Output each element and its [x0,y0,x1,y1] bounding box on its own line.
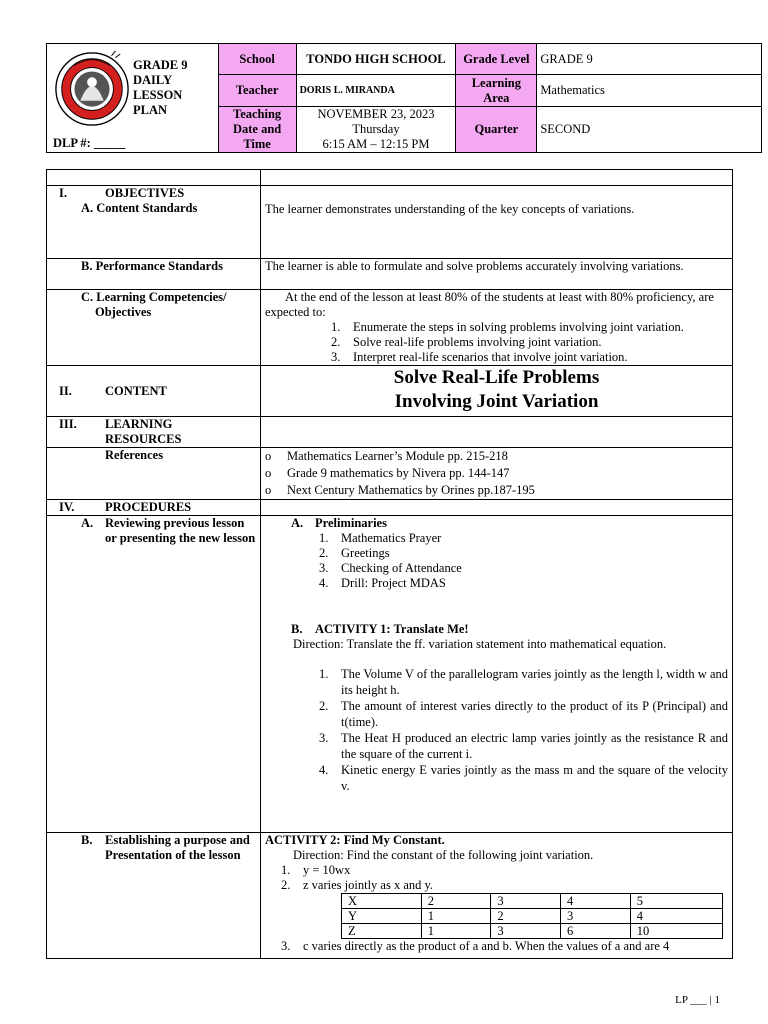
list-item: 3. c varies directly as the product of a and b. When the values of a and are 4 [281,939,670,953]
performance-standards-text: The learner is able to formulate and solve problems accurately involving variations. [265,259,684,273]
activity-1-heading: B. ACTIVITY 1: Translate Me! [291,622,469,636]
list-item: 1. Enumerate the steps in solving problems involving joint variation. [331,320,684,334]
quarter-value: SECOND [537,107,762,153]
school-label: School [218,44,296,75]
performance-standards-label: B. Performance Standards [81,259,223,273]
list-item: 1. The Volume V of the parallelogram varies jointly as the length l, width w and its height h. [319,667,728,697]
procedures-label: PROCEDURES [105,500,192,514]
table-row: X 2 3 4 5 [342,894,723,909]
logo-cell [47,44,219,153]
activity-2-direction: Direction: Find the constant of the following joint variation. [293,848,594,862]
school-value: TONDO HIGH SCHOOL [296,44,456,75]
activity-2-list-cont [265,939,728,954]
table-row: Z 1 3 6 10 [342,924,723,939]
preliminaries-list [265,531,728,591]
list-item: 3. The Heat H produced an electric lamp varies jointly as the resistance R and the square of the current i. [319,731,728,761]
lesson-plan-table: I. OBJECTIVES A. Content Standards The learner demonstrates understanding of the key concepts of variations. B. Performance Standards The learner is able to formulate and solve problems accurately involving variations. C. Learning Competencies/ Objectives At the end of the lesson at least 80% of the students at least with 80% proficiency, are expected to: 1. Enumerate the steps in solving problems involving joint variation. 2. Solve real-life problems involving joint variation. 3. Interpret real-life scenarios that involve joint variation. II. CONTENT Solve Real-Life Problems Involving Joint Variation III. LEARNING RESOURCES References o Mathematics Learner’s Module pp. 215-218 o Grade 9 mathematics by Nivera pp. 144-147 o Next Century Mathematics by Orines pp.187-195 IV. PROCEDURES A. Reviewing previous lesson or presenting the new lesson A. Preliminaries 1. Mathematics Prayer 2. Greetings 3. Checking of Attendance 4. Drill: Project MDAS B. ACTIVITY 1: Translate Me! Direction: Translate the ff. variation statement into mathematical equation. 1. The Volume V of the parallelogram varies jointly as the length l, width w and its height h. 2. The amount of interest varies directly to the product of its P (Principal) and t(time). 3. The Heat H produced an electric lamp varies jointly as the resistance R and the square of the current i. 4. Kinetic energy E varies jointly as the mass m and the square of the velocity v. B. Establishing a purpose and Presentation of the lesson ACTIVITY 2: Find My Constant. Direction: Find the constant of the following joint variation. 1. y = 10wx 2. z varies jointly as x and y. X 2 3 4 5 Y 1 2 3 4 Z 1 3 6 10 3. c varies directly as the product of a and b. When the values of a and are 4 [46,169,733,959]
list-item: o Grade 9 mathematics by Nivera pp. 144-147 [265,466,510,480]
list-item: 2. Greetings [319,546,390,560]
list-item: 4. Drill: Project MDAS [319,576,446,590]
teacher-value: DORIS L. MIRANDA [296,75,456,107]
activity-1-direction: Direction: Translate the ff. variation statement into mathematical equation. [293,637,667,651]
objectives-heading: OBJECTIVES [105,186,185,200]
list-item: 3. Interpret real-life scenarios that involve joint variation. [331,350,628,364]
grade-level-label: Grade Level [456,44,537,75]
activity-2-heading: ACTIVITY 2: Find My Constant. [265,833,445,847]
list-item: 1. Mathematics Prayer [319,531,442,545]
learning-area-label: Learning Area [456,75,537,107]
competencies-list [265,320,728,365]
activity-1-list [265,666,728,794]
activity-2-list [265,863,728,893]
list-item: o Next Century Mathematics by Orines pp.187-195 [265,483,535,497]
joint-variation-table [341,893,723,939]
competencies-intro: At the end of the lesson at least 80% of the students at least with 80% proficiency, are expected to: [265,290,714,319]
objectives-cell: I. OBJECTIVES A. Content Standards [47,186,261,259]
references-label: References [105,448,164,462]
list-item: 2. The amount of interest varies directly to the product of its P (Principal) and t(time). [319,699,728,729]
quarter-label: Quarter [456,107,537,153]
list-item: 4. Kinetic energy E varies jointly as the mass m and the square of the velocity v. [319,763,728,793]
table-row: Y 1 2 3 4 [342,909,723,924]
procedure-b-label: B. Establishing a purpose and Presentation of the lesson [81,833,250,862]
school-seal-logo [53,50,131,128]
dlp-title: GRADE 9 DAILY LESSON PLAN [133,58,188,117]
teaching-date-value: NOVEMBER 23, 2023 Thursday 6:15 AM – 12:15 PM [296,107,456,153]
page-footer: LP ___ | 1 [675,994,720,1006]
dlp-number: DLP #: _____ [53,136,126,150]
content-standards-text: The learner demonstrates understanding of the key concepts of variations. [265,202,635,216]
preliminaries-heading: A. Preliminaries [291,516,387,530]
content-standards-label: A. Content Standards [81,201,198,215]
teacher-label: Teacher [218,75,296,107]
header-table [46,43,762,153]
competencies-label: C. Learning Competencies/ Objectives [81,290,227,319]
list-item: 1. y = 10wx [281,863,351,877]
list-item: 2. z varies jointly as x and y. [281,878,434,892]
list-item: 2. Solve real-life problems involving joint variation. [331,335,602,349]
content-label: CONTENT [105,383,167,398]
list-item: o Mathematics Learner’s Module pp. 215-218 [265,449,508,463]
references-list [265,448,728,499]
teaching-date-label: Teaching Date and Time [218,107,296,153]
learning-resources-label: LEARNING RESOURCES [105,417,182,446]
learning-area-value: Mathematics [537,75,762,107]
procedure-a-label: A. Reviewing previous lesson or presenting the new lesson [81,516,256,545]
list-item: 3. Checking of Attendance [319,561,462,575]
lesson-title: Solve Real-Life Problems Involving Joint Variation [393,367,600,412]
grade-level-value: GRADE 9 [537,44,762,75]
